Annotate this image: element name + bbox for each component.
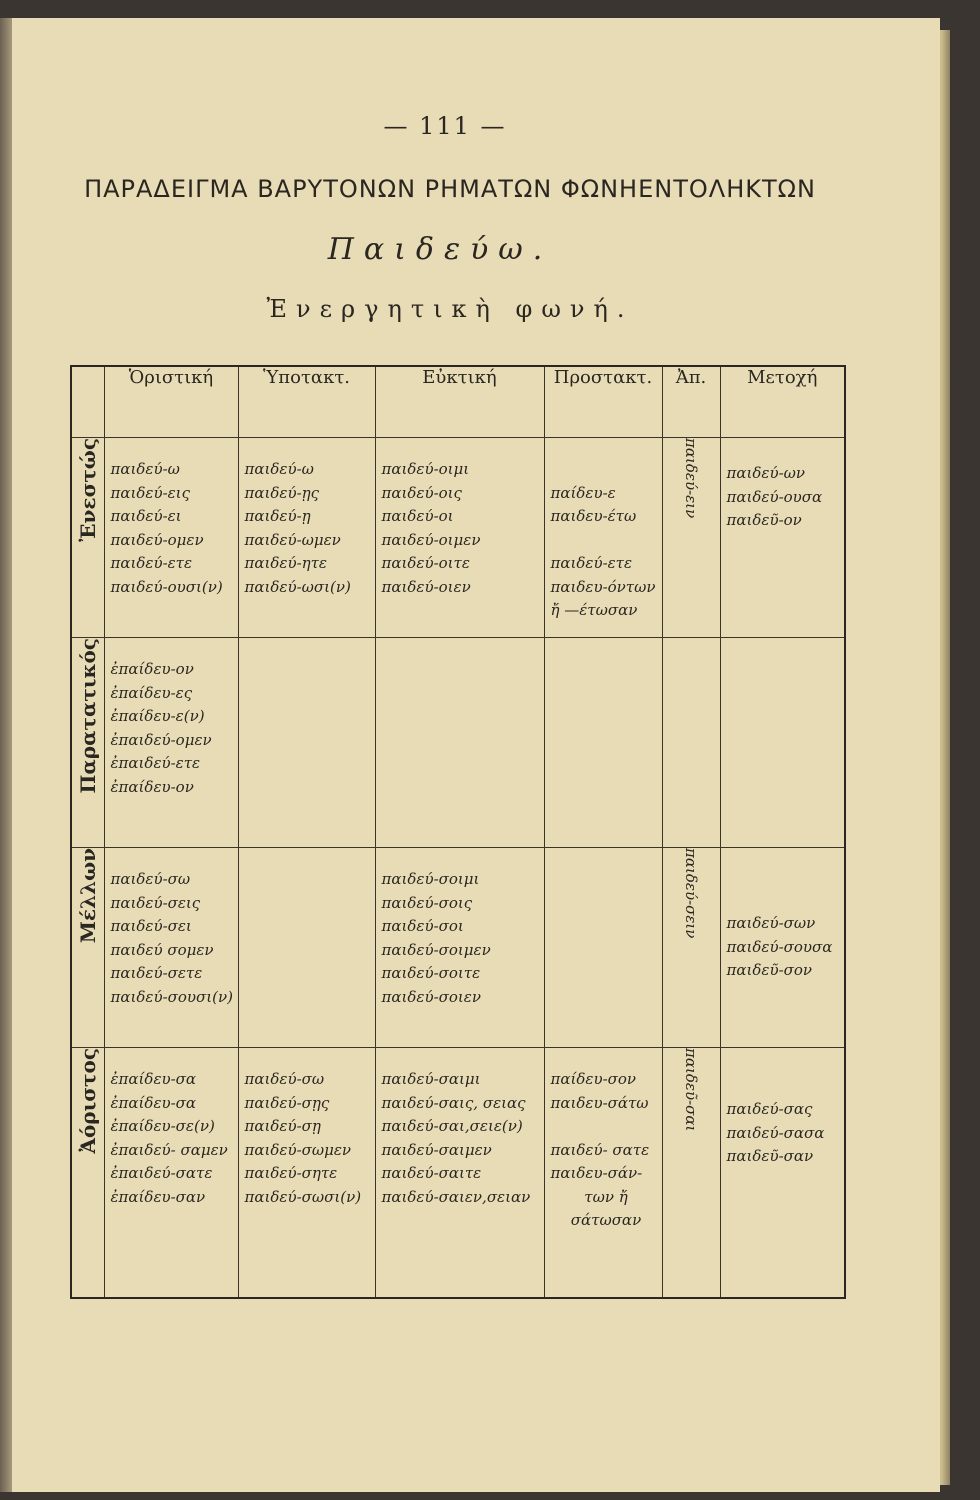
form: ἐπαίδευ-ον: [110, 777, 194, 796]
form: [551, 458, 662, 482]
infinitive-cell: [662, 848, 720, 1048]
form: παιδεύ-ουσι(ν): [110, 577, 223, 596]
imperative-cell: [544, 848, 662, 1048]
form: παιδεύ-οιμι: [381, 460, 470, 478]
form: παίδευ-ε: [550, 483, 616, 502]
subjunctive-cell: [238, 638, 375, 848]
header-infinitive: Ἀπ.: [662, 366, 720, 438]
table-row: [71, 1048, 845, 1298]
form: παιδεύ-οιεν: [381, 577, 471, 596]
participle-cell: [720, 1048, 845, 1298]
form: παιδεύ-σωσι(ν): [244, 1187, 362, 1206]
indicative-cell: [104, 638, 238, 848]
form: παιδεύ-σασα: [726, 1123, 825, 1142]
form: παιδεύ-ει: [110, 507, 182, 525]
indicative-cell: [104, 848, 238, 1048]
infinitive-cell: [662, 1048, 720, 1298]
page-number: — 111 —: [383, 112, 507, 140]
form: παιδεύ-ουσα: [726, 487, 823, 506]
participle-cell: [720, 848, 845, 1048]
form: ἐπαίδευ-ες: [110, 683, 193, 702]
form: παιδεύ-σετε: [110, 964, 203, 982]
form: παιδεύ-οις: [381, 483, 462, 502]
form: ἐπαίδευ-ον: [110, 660, 194, 678]
form: παιδεύ-ητε: [244, 554, 327, 572]
form: παιδεύ-σοιμι: [381, 870, 480, 888]
form: παιδεύ-σαιτε: [381, 1164, 482, 1182]
form: παιδεύ-ετε: [550, 554, 633, 572]
form: ἐπαιδεύ-σατε: [110, 1164, 213, 1182]
header-subjunctive: Ὑποτακτ.: [238, 366, 375, 438]
form: ἐπαίδευ-σα: [110, 1070, 197, 1088]
form: παιδεύ-σαις, σειας: [381, 1093, 526, 1112]
form: παιδευ-σάτω: [550, 1093, 649, 1112]
subjunctive-cell: [238, 1048, 375, 1298]
page-title: ΠΑΡΑΔΕΙΓΜΑ ΒΑΡΥΤΟΝΩΝ ΡΗΜΑΤΩΝ ΦΩΝΗΕΝΤΟΛΗΚΤΩΝ: [84, 175, 816, 203]
form: παιδεύ-ετε: [110, 554, 193, 572]
form: σάτωσαν: [570, 1211, 642, 1229]
form: παιδεύ-σοιτε: [381, 964, 481, 982]
optative-cell: [375, 848, 544, 1048]
optative-cell: [375, 1048, 544, 1298]
form: παιδεύ-σητε: [244, 1164, 338, 1182]
form: ἐπαιδεύ-ομεν: [110, 730, 212, 749]
infinitive-form: παιδεύ-σειν: [682, 848, 700, 939]
form: παιδεῦ-σον: [726, 961, 813, 979]
form: παιδεύ-εις: [110, 483, 190, 502]
form: παίδευ-σον: [550, 1070, 637, 1088]
form: παιδεύ-ω: [110, 460, 180, 478]
form: παιδεύ-οιτε: [381, 554, 470, 572]
corner-cell: [71, 366, 104, 438]
form: παιδεύ-σας: [726, 1100, 813, 1118]
header-participle: Μετοχή: [720, 366, 845, 438]
participle-cell: [720, 438, 845, 638]
form: παιδεύ-σαιμι: [381, 1070, 481, 1088]
form: παιδεύ-σουσα: [726, 937, 833, 956]
header-row: [71, 366, 845, 438]
form: παιδεύ-ων: [726, 464, 805, 482]
form: παιδεύ-σει: [110, 917, 192, 935]
tense-cell: [71, 1048, 104, 1298]
tense-cell: [71, 438, 104, 638]
imperative-cell: [544, 1048, 662, 1298]
form: παιδεύ-οιμεν: [381, 530, 481, 549]
table-row: [71, 848, 845, 1048]
form: παιδεύ-σεις: [110, 893, 201, 912]
form: παιδεύ-οι: [381, 507, 454, 525]
tense-cell: [71, 638, 104, 848]
form: παιδεῦ-ον: [726, 511, 802, 529]
form: των ἤ: [584, 1187, 628, 1206]
form: παιδευ-σάν-: [550, 1164, 643, 1182]
infinitive-form: παιδεύ-ειν: [682, 438, 700, 519]
form: [551, 529, 662, 553]
form: παιδεῦ-σαν: [726, 1147, 814, 1165]
form: παιδεύ-σοιεν: [381, 987, 481, 1006]
form: παιδεύ-ομεν: [110, 530, 204, 549]
participle-cell: [720, 638, 845, 848]
form: παιδεύ-ω: [244, 460, 314, 478]
form: ἐπαίδευ-σαν: [110, 1187, 206, 1206]
optative-cell: [375, 638, 544, 848]
tense-label: Παρατατικός: [75, 638, 100, 794]
form: παιδεύ-σων: [726, 914, 816, 932]
tense-label: Ἐνεστώς: [75, 438, 100, 542]
form: [551, 1115, 662, 1139]
form: παιδεύ-σωμεν: [244, 1140, 352, 1159]
tense-label: Μέλλων: [75, 848, 100, 944]
form: παιδεύ-ῃ: [244, 507, 311, 525]
form: παιδεύ-σω: [110, 870, 191, 888]
imperative-cell: [544, 638, 662, 848]
infinitive-form: παιδεῦ-σαι: [682, 1048, 700, 1132]
tense-label: Ἀόριστος: [75, 1048, 100, 1154]
infinitive-cell: [662, 638, 720, 848]
voice-heading: Ἐνεργητικὴ φωνή.: [266, 295, 634, 323]
form: παιδευ-έτω: [550, 507, 637, 525]
form: παιδεύ-σῃς: [244, 1093, 330, 1112]
subjunctive-cell: [238, 438, 375, 638]
form: παιδεύ-σω: [244, 1070, 325, 1088]
header-optative: Εὐκτική: [375, 366, 544, 438]
indicative-cell: [104, 1048, 238, 1298]
infinitive-cell: [662, 438, 720, 638]
verb-heading: Παιδεύω.: [327, 232, 553, 267]
form: ἤ —έτωσαν: [550, 601, 638, 619]
form: παιδεύ-ωσι(ν): [244, 577, 351, 596]
optative-cell: [375, 438, 544, 638]
conjugation-table: [70, 365, 846, 1299]
form: παιδεύ-σῃ: [244, 1117, 321, 1135]
header-indicative: Ὁριστική: [104, 366, 238, 438]
form: παιδευ-όντων: [550, 577, 656, 596]
form: παιδεύ-σοις: [381, 893, 473, 912]
form: ἐπαίδευ-σα: [110, 1093, 197, 1112]
header-imperative: Προστακτ.: [544, 366, 662, 438]
form: παιδεύ-σαιμεν: [381, 1140, 492, 1159]
tense-cell: [71, 848, 104, 1048]
form: ἐπαιδεύ- σαμεν: [110, 1140, 228, 1159]
form: ἐπαίδευ-ε(ν): [110, 707, 205, 725]
form: παιδεύ-σαιεν,σειαν: [381, 1187, 531, 1206]
form: παιδεύ-σοι: [381, 917, 464, 935]
table-row: [71, 438, 845, 638]
form: ἐπαίδευ-σε(ν): [110, 1117, 215, 1135]
indicative-cell: [104, 438, 238, 638]
form: παιδεύ-σοιμεν: [381, 940, 491, 959]
form: παιδεύ-σαι,σειε(ν): [381, 1117, 523, 1135]
form: παιδεύ-σουσι(ν): [110, 987, 233, 1006]
form: ἐπαιδεύ-ετε: [110, 754, 201, 772]
table-row: [71, 638, 845, 848]
imperative-cell: [544, 438, 662, 638]
form: παιδεύ- σατε: [550, 1140, 650, 1159]
subjunctive-cell: [238, 848, 375, 1048]
form: παιδεύ-ωμεν: [244, 530, 341, 549]
form: παιδεύ σομεν: [110, 940, 214, 959]
form: παιδεύ-ῃς: [244, 483, 320, 502]
